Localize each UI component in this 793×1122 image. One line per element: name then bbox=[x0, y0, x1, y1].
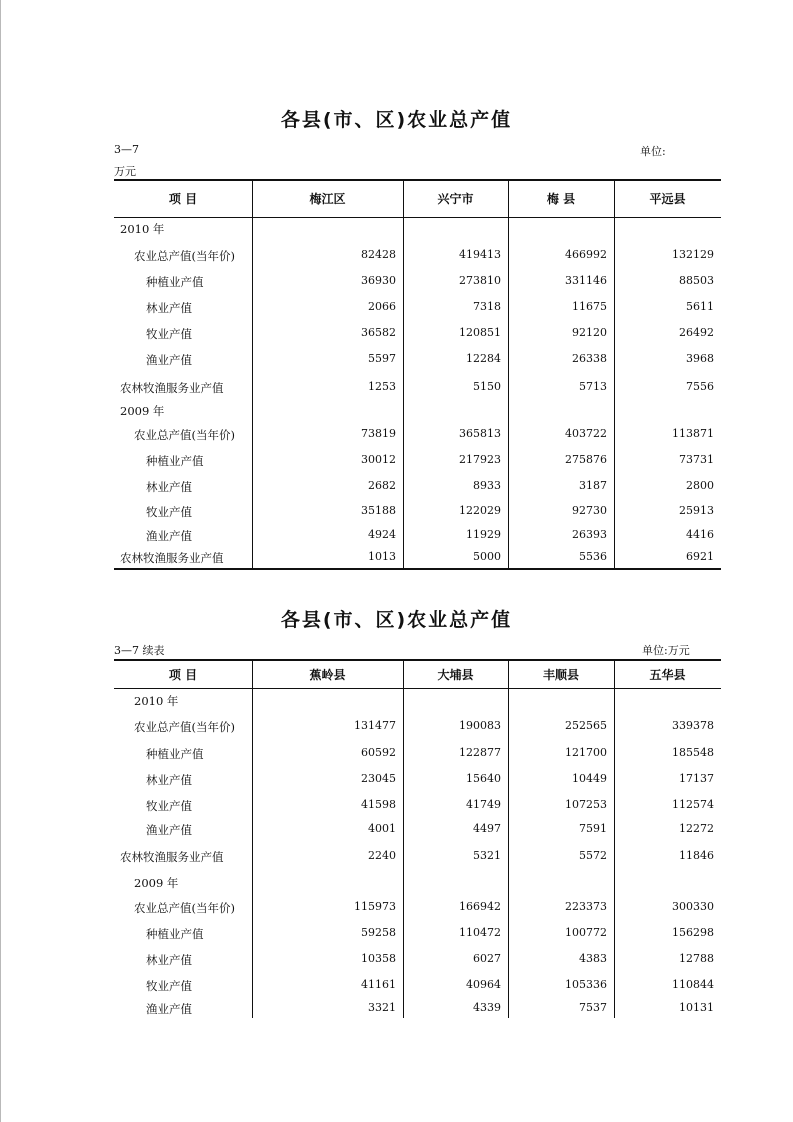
table-cell: 5597 bbox=[368, 352, 396, 365]
header-county: 五华县 bbox=[649, 668, 686, 682]
table-cell: 5572 bbox=[579, 849, 607, 862]
table-cell: 156298 bbox=[672, 926, 714, 939]
table-cell: 26393 bbox=[572, 528, 607, 541]
table-cell: 23045 bbox=[361, 772, 396, 785]
table-cell: 10131 bbox=[679, 1001, 714, 1014]
table-cell: 6027 bbox=[473, 952, 501, 965]
table-cell: 41161 bbox=[361, 978, 396, 991]
table-cell: 11929 bbox=[466, 528, 501, 541]
table-cell: 3968 bbox=[686, 352, 714, 365]
row-label: 2010 年 bbox=[120, 222, 165, 236]
table-cell: 60592 bbox=[361, 746, 396, 759]
row-label: 农业总产值(当年价) bbox=[134, 720, 235, 734]
table-cell: 4924 bbox=[368, 528, 396, 541]
table-cell: 110844 bbox=[672, 978, 714, 991]
table-cell: 5150 bbox=[473, 380, 501, 393]
table-cell: 15640 bbox=[466, 772, 501, 785]
table-cell: 466992 bbox=[565, 248, 607, 261]
table-cell: 112574 bbox=[672, 798, 714, 811]
table-cell: 5536 bbox=[579, 550, 607, 563]
page-edge bbox=[0, 0, 1, 1122]
table-cell: 35188 bbox=[361, 504, 396, 517]
table-cell: 1253 bbox=[368, 380, 396, 393]
row-label: 农业总产值(当年价) bbox=[134, 428, 235, 442]
table-cell: 4383 bbox=[579, 952, 607, 965]
table-cell: 113871 bbox=[672, 427, 714, 440]
table-cell: 4416 bbox=[686, 528, 714, 541]
table-cell: 2240 bbox=[368, 849, 396, 862]
table-cell: 8933 bbox=[473, 479, 501, 492]
header-item: 项 目 bbox=[168, 192, 198, 206]
table-cell: 36582 bbox=[361, 326, 396, 339]
row-label: 农林牧渔服务业产值 bbox=[120, 381, 224, 395]
table-bottom-rule bbox=[114, 568, 721, 570]
header-county: 梅江区 bbox=[309, 192, 346, 206]
table-cell: 5321 bbox=[473, 849, 501, 862]
table-cell: 115973 bbox=[354, 900, 396, 913]
table-cell: 120851 bbox=[459, 326, 501, 339]
row-label: 林业产值 bbox=[146, 480, 192, 494]
table-top-rule bbox=[114, 659, 721, 661]
row-label: 种植业产值 bbox=[146, 275, 204, 289]
table-cell: 30012 bbox=[361, 453, 396, 466]
table-cell: 6921 bbox=[686, 550, 714, 563]
table-number: 3—7 续表 bbox=[114, 644, 165, 657]
table-cell: 25913 bbox=[679, 504, 714, 517]
row-label: 渔业产值 bbox=[146, 823, 192, 837]
header-county: 蕉岭县 bbox=[309, 668, 346, 682]
table-cell: 419413 bbox=[459, 248, 501, 261]
table-cell: 73731 bbox=[679, 453, 714, 466]
table-cell: 17137 bbox=[679, 772, 714, 785]
row-label: 渔业产值 bbox=[146, 1002, 192, 1016]
header-county: 大埔县 bbox=[437, 668, 474, 682]
table-cell: 2800 bbox=[686, 479, 714, 492]
header-county: 丰顺县 bbox=[542, 668, 579, 682]
table-cell: 88503 bbox=[679, 274, 714, 287]
unit-value: 万元 bbox=[114, 165, 136, 178]
table-cell: 40964 bbox=[466, 978, 501, 991]
table-cell: 5713 bbox=[579, 380, 607, 393]
table-cell: 131477 bbox=[354, 719, 396, 732]
table-title: 各县(市、区)农业总产值 bbox=[280, 109, 513, 131]
row-label: 种植业产值 bbox=[146, 454, 204, 468]
row-label: 渔业产值 bbox=[146, 529, 192, 543]
table-cell: 92730 bbox=[572, 504, 607, 517]
table-cell: 7318 bbox=[473, 300, 501, 313]
table-cell: 12284 bbox=[466, 352, 501, 365]
table-cell: 252565 bbox=[565, 719, 607, 732]
header-bottom-rule bbox=[114, 217, 721, 218]
row-label: 牧业产值 bbox=[146, 327, 192, 341]
table-cell: 1013 bbox=[368, 550, 396, 563]
table-cell: 7591 bbox=[579, 822, 607, 835]
table-cell: 185548 bbox=[672, 746, 714, 759]
table-cell: 122029 bbox=[459, 504, 501, 517]
table-number: 3—7 bbox=[114, 143, 139, 156]
header-county: 平远县 bbox=[649, 192, 686, 206]
table-cell: 121700 bbox=[565, 746, 607, 759]
table-cell: 12788 bbox=[679, 952, 714, 965]
row-label: 2010 年 bbox=[134, 694, 179, 708]
table-cell: 5000 bbox=[473, 550, 501, 563]
row-label: 农业总产值(当年价) bbox=[134, 249, 235, 263]
table-cell: 275876 bbox=[565, 453, 607, 466]
table-cell: 41749 bbox=[466, 798, 501, 811]
row-label: 2009 年 bbox=[120, 404, 165, 418]
row-label: 林业产值 bbox=[146, 301, 192, 315]
table-cell: 36930 bbox=[361, 274, 396, 287]
table-cell: 107253 bbox=[565, 798, 607, 811]
table-cell: 3187 bbox=[579, 479, 607, 492]
table-cell: 7556 bbox=[686, 380, 714, 393]
row-label: 种植业产值 bbox=[146, 927, 204, 941]
table-cell: 132129 bbox=[672, 248, 714, 261]
unit-label: 单位:万元 bbox=[642, 644, 690, 657]
row-label: 2009 年 bbox=[134, 876, 179, 890]
header-county: 兴宁市 bbox=[437, 192, 474, 206]
table-cell: 365813 bbox=[459, 427, 501, 440]
table-cell: 2682 bbox=[368, 479, 396, 492]
table-cell: 339378 bbox=[672, 719, 714, 732]
table-cell: 73819 bbox=[361, 427, 396, 440]
table-cell: 4001 bbox=[368, 822, 396, 835]
table-cell: 5611 bbox=[686, 300, 714, 313]
table-cell: 100772 bbox=[565, 926, 607, 939]
table-cell: 11846 bbox=[679, 849, 714, 862]
header-bottom-rule bbox=[114, 688, 721, 689]
table-title: 各县(市、区)农业总产值 bbox=[280, 609, 513, 631]
row-label: 渔业产值 bbox=[146, 353, 192, 367]
table-cell: 217923 bbox=[459, 453, 501, 466]
header-county: 梅 县 bbox=[546, 192, 576, 206]
row-label: 林业产值 bbox=[146, 953, 192, 967]
table-cell: 82428 bbox=[361, 248, 396, 261]
table-cell: 2066 bbox=[368, 300, 396, 313]
table-cell: 3321 bbox=[368, 1001, 396, 1014]
table-cell: 166942 bbox=[459, 900, 501, 913]
table-cell: 92120 bbox=[572, 326, 607, 339]
header-item: 项 目 bbox=[168, 668, 198, 682]
table-cell: 223373 bbox=[565, 900, 607, 913]
table-cell: 10358 bbox=[361, 952, 396, 965]
table-cell: 4339 bbox=[473, 1001, 501, 1014]
row-label: 农林牧渔服务业产值 bbox=[120, 850, 224, 864]
row-label: 牧业产值 bbox=[146, 505, 192, 519]
table-cell: 7537 bbox=[579, 1001, 607, 1014]
table-cell: 26492 bbox=[679, 326, 714, 339]
table-cell: 110472 bbox=[459, 926, 501, 939]
table-top-rule bbox=[114, 179, 721, 181]
row-label: 农业总产值(当年价) bbox=[134, 901, 235, 915]
unit-label: 单位: bbox=[640, 145, 666, 158]
table-cell: 190083 bbox=[459, 719, 501, 732]
row-label: 林业产值 bbox=[146, 773, 192, 787]
table-cell: 122877 bbox=[459, 746, 501, 759]
row-label: 牧业产值 bbox=[146, 979, 192, 993]
table-cell: 4497 bbox=[473, 822, 501, 835]
row-label: 牧业产值 bbox=[146, 799, 192, 813]
table-cell: 59258 bbox=[361, 926, 396, 939]
row-label: 种植业产值 bbox=[146, 747, 204, 761]
table-cell: 273810 bbox=[459, 274, 501, 287]
table-cell: 331146 bbox=[565, 274, 607, 287]
table-cell: 403722 bbox=[565, 427, 607, 440]
table-cell: 26338 bbox=[572, 352, 607, 365]
table-cell: 300330 bbox=[672, 900, 714, 913]
table-cell: 11675 bbox=[572, 300, 607, 313]
table-cell: 10449 bbox=[572, 772, 607, 785]
table-cell: 12272 bbox=[679, 822, 714, 835]
row-label: 农林牧渔服务业产值 bbox=[120, 551, 224, 565]
table-cell: 41598 bbox=[361, 798, 396, 811]
table-cell: 105336 bbox=[565, 978, 607, 991]
